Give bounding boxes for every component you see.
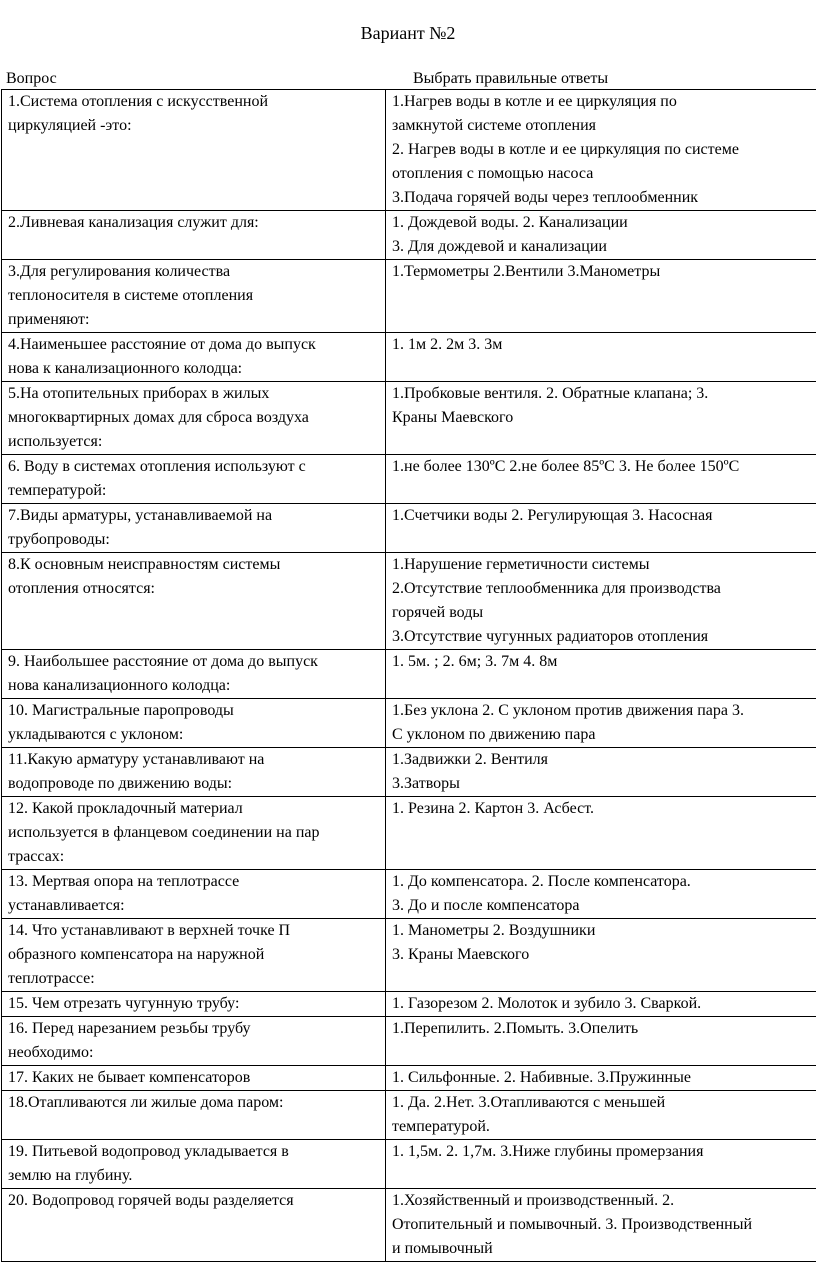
table-row [2, 919, 816, 992]
question-cell: 18.Отапливаются ли жилые дома паром: [2, 1091, 386, 1140]
answer-options-cell: 1.Перепилить. 2.Помыть. 3.Опелить [386, 1017, 816, 1066]
questions-table [1, 89, 816, 1262]
questions-table-body [2, 90, 816, 1262]
question-cell: 2.Ливневая канализация служит для: [2, 211, 386, 260]
answer-options-cell: 1. Манометры 2. Воздушники 3. Краны Маевского [386, 919, 816, 992]
answer-options-cell: 1. Газорезом 2. Молоток и зубило 3. Сваркой. [386, 992, 816, 1017]
table-row [2, 650, 816, 699]
table-row [2, 1140, 816, 1189]
table-row [2, 333, 816, 382]
answer-options-cell: 1.Хозяйственный и производственный. 2. Отопительный и помывочный. 3. Производственный и помывочный [386, 1189, 816, 1262]
question-cell: 4.Наименьшее расстояние от дома до выпуск нова к канализационного колодца: [2, 333, 386, 382]
table-row [2, 553, 816, 650]
table-row [2, 1091, 816, 1140]
answer-options-cell: 1. 5м. ; 2. 6м; 3. 7м 4. 8м [386, 650, 816, 699]
answer-options-cell: 1. 1,5м. 2. 1,7м. 3.Ниже глубины промерзания [386, 1140, 816, 1189]
answer-options-cell: 1.Без уклона 2. С уклоном против движения пара 3. С уклоном по движению пара [386, 699, 816, 748]
page-title: Вариант №2 [360, 23, 456, 43]
table-row [2, 748, 816, 797]
answer-options-cell: 1. Дождевой воды. 2. Канализации 3. Для дождевой и канализации [386, 211, 816, 260]
table-row [2, 870, 816, 919]
question-cell: 9. Наибольшее расстояние от дома до выпуск нова канализационного колодца: [2, 650, 386, 699]
question-cell: 10. Магистральные паропроводы укладываются с уклоном: [2, 699, 386, 748]
question-column-header: Вопрос [6, 70, 57, 87]
answer-options-cell: 1.Термометры 2.Вентили 3.Манометры [386, 260, 816, 333]
answer-options-cell: 1.не более 130ºC 2.не более 85ºC 3. Не более 150ºC [386, 455, 816, 504]
answer-options-cell: 1. Резина 2. Картон 3. Асбест. [386, 797, 816, 870]
table-row [2, 1066, 816, 1091]
answer-options-cell: 1.Задвижки 2. Вентиля 3.Затворы [386, 748, 816, 797]
answer-options-cell: 1.Нагрев воды в котле и ее циркуляция по замкнутой системе отопления 2. Нагрев воды в котле и ее циркуляция по системе отопления с помощью насоса 3.Подача горячей воды через теплообменник [386, 90, 816, 211]
question-cell: 1.Система отопления с искусственной циркуляцией -это: [2, 90, 386, 211]
question-cell: 8.К основным неисправностям системы отопления относятся: [2, 553, 386, 650]
table-row [2, 1017, 816, 1066]
answer-options-cell: 1.Счетчики воды 2. Регулирующая 3. Насосная [386, 504, 816, 553]
question-cell: 20. Водопровод горячей воды разделяется [2, 1189, 386, 1262]
answer-options-cell: 1.Нарушение герметичности системы 2.Отсутствие теплообменника для производства горячей воды 3.Отсутствие чугунных радиаторов отопления [386, 553, 816, 650]
table-row [2, 382, 816, 455]
answer-options-cell: 1. До компенсатора. 2. После компенсатора. 3. До и после компенсатора [386, 870, 816, 919]
table-row [2, 797, 816, 870]
question-cell: 5.На отопительных приборах в жилых многоквартирных домах для сброса воздуха используется: [2, 382, 386, 455]
table-row [2, 260, 816, 333]
table-row [2, 504, 816, 553]
answer-options-cell: 1. 1м 2. 2м 3. 3м [386, 333, 816, 382]
question-cell: 6. Воду в системах отопления используют с температурой: [2, 455, 386, 504]
answer-options-cell: 1.Пробковые вентиля. 2. Обратные клапана; 3. Краны Маевского [386, 382, 816, 455]
question-cell: 14. Что устанавливают в верхней точке П образного компенсатора на наружной теплотрассе: [2, 919, 386, 992]
table-row [2, 992, 816, 1017]
table-row [2, 1189, 816, 1262]
question-cell: 12. Какой прокладочный материал используется в фланцевом соединении на пар трассах: [2, 797, 386, 870]
table-row [2, 90, 816, 211]
question-cell: 11.Какую арматуру устанавливают на водопроводе по движению воды: [2, 748, 386, 797]
question-cell: 16. Перед нарезанием резьбы трубу необходимо: [2, 1017, 386, 1066]
question-cell: 15. Чем отрезать чугунную трубу: [2, 992, 386, 1017]
question-cell: 17. Каких не бывает компенсаторов [2, 1066, 386, 1091]
answer-options-cell: 1. Да. 2.Нет. 3.Отапливаются с меньшей температурой. [386, 1091, 816, 1140]
answer-options-cell: 1. Сильфонные. 2. Набивные. 3.Пружинные [386, 1066, 816, 1091]
table-row [2, 211, 816, 260]
question-cell: 7.Виды арматуры, устанавливаемой на трубопроводы: [2, 504, 386, 553]
question-cell: 13. Мертвая опора на теплотрассе устанавливается: [2, 870, 386, 919]
question-cell: 3.Для регулирования количества теплоносителя в системе отопления применяют: [2, 260, 386, 333]
table-row [2, 699, 816, 748]
answers-column-header: Выбрать правильные ответы [413, 70, 609, 87]
question-cell: 19. Питьевой водопровод укладывается в землю на глубину. [2, 1140, 386, 1189]
table-row [2, 455, 816, 504]
